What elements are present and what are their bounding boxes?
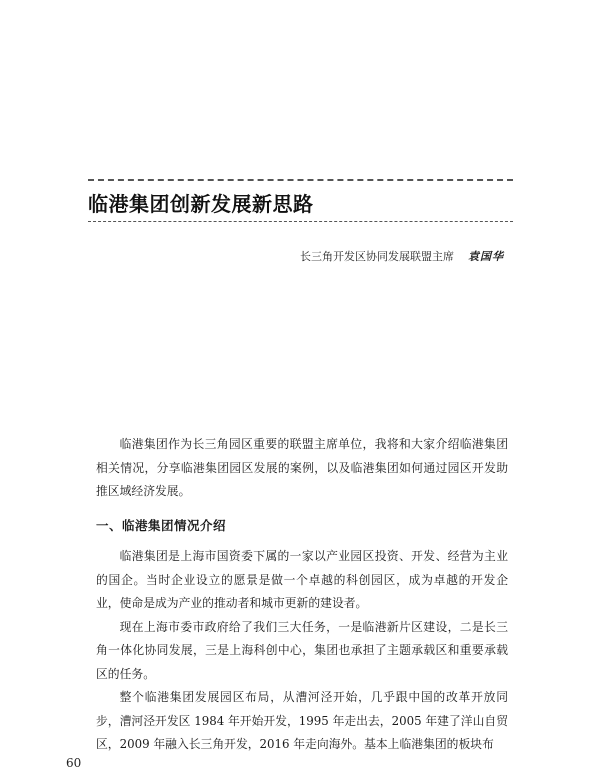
byline-affiliation: 长三角开发区协同发展联盟主席 — [300, 250, 454, 263]
body-paragraph-3: 整个临港集团发展园区布局，从漕河泾开始，几乎跟中国的改革开放同步，漕河泾开发区 1984 年开始开发，1995 年走出去，2005 年建了洋山自贸区，2009 年融入长三角开发，2016 年走向海外。基本上临港集团的板块布 — [96, 690, 508, 751]
byline — [300, 248, 504, 264]
section-heading: 一、临港集团情况介绍 — [96, 517, 227, 533]
article-body — [96, 433, 508, 757]
page-number: 60 — [66, 756, 82, 770]
article-title: 临港集团创新发展新思路 — [88, 192, 314, 216]
intro-paragraph: 临港集团作为长三角园区重要的联盟主席单位，我将和大家介绍临港集团相关情况，分享临港集团园区发展的案例，以及临港集团如何通过园区开发助推区域经济发展。 — [96, 437, 508, 498]
title-top-rule — [88, 179, 513, 181]
title-bottom-rule — [88, 221, 513, 222]
byline-author: 袁国华 — [468, 250, 504, 263]
body-paragraph-1: 临港集团是上海市国资委下属的一家以产业园区投资、开发、经营为主业的国企。当时企业设立的愿景是做一个卓越的科创园区，成为卓越的开发企业，使命是成为产业的推动者和城市更新的建设者。 — [96, 549, 508, 610]
body-paragraph-2: 现在上海市委市政府给了我们三大任务，一是临港新片区建设，二是长三角一体化协同发展，三是上海科创中心，集团也承担了主题承载区和重要承载区的任务。 — [96, 619, 508, 681]
